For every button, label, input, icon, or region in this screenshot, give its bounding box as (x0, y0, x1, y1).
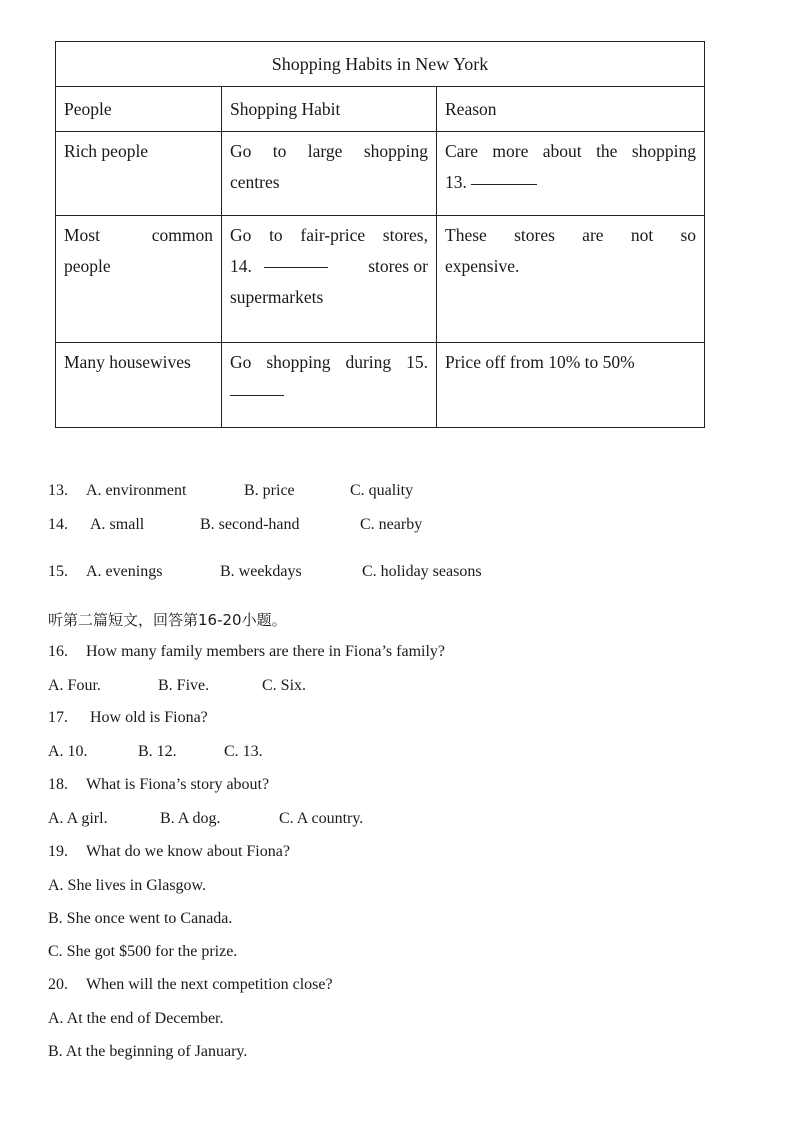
option-c[interactable]: C. holiday seasons (362, 563, 482, 580)
option-c[interactable]: C. quality (350, 482, 414, 499)
option-b[interactable]: B. A dog. (160, 810, 221, 827)
question-number: 14. (48, 516, 68, 533)
option-a[interactable]: A. small (90, 516, 145, 533)
option-a[interactable]: A. environment (86, 482, 187, 499)
question-number: 17. (48, 709, 68, 726)
question-number: 19. (48, 843, 68, 860)
section-instruction: 听第二篇短文，回答第16-20小题。 (48, 611, 287, 629)
cell-habit: Go to fair-price stores, 14. stores or supermarkets (222, 216, 437, 343)
cell-habit: Go shopping during 15. (222, 343, 437, 428)
option-c[interactable]: C. She got $500 for the prize. (48, 943, 238, 960)
cell-people: Rich people (56, 132, 222, 216)
option-c[interactable]: C. A country. (279, 810, 364, 827)
option-b[interactable]: B. 12. (138, 743, 177, 760)
header-reason: Reason (437, 87, 705, 132)
shopping-habits-table (55, 41, 705, 428)
option-b[interactable]: B. She once went to Canada. (48, 910, 233, 927)
option-c[interactable]: C. Six. (262, 677, 307, 694)
question-text: What is Fiona’s story about? (86, 776, 270, 793)
option-a[interactable]: A. 10. (48, 743, 88, 760)
question-number: 16. (48, 643, 68, 660)
table-row (56, 343, 705, 428)
question-18-options (48, 810, 363, 828)
option-a[interactable]: A. At the end of December. (48, 1010, 224, 1027)
option-c[interactable]: C. 13. (224, 743, 263, 760)
table-title: Shopping Habits in New York (56, 42, 705, 87)
question-15 (48, 563, 482, 581)
question-number: 13. (48, 482, 68, 499)
answer-blank-13[interactable] (471, 183, 537, 185)
question-text: How many family members are there in Fiona’s family? (86, 643, 446, 660)
question-16 (48, 643, 445, 661)
answer-blank-14[interactable] (264, 266, 328, 268)
cell-reason: Care more about the shopping 13. (437, 132, 705, 216)
question-text: When will the next competition close? (86, 976, 333, 993)
blank-13-number: 13. (445, 172, 467, 192)
question-16-options (48, 677, 306, 695)
option-b[interactable]: B. weekdays (220, 563, 302, 580)
option-a[interactable]: A. A girl. (48, 810, 108, 827)
question-number: 18. (48, 776, 68, 793)
cell-people: Many housewives (56, 343, 222, 428)
option-b[interactable]: B. At the beginning of January. (48, 1043, 248, 1060)
cell-reason: These stores are not so expensive. (437, 216, 705, 343)
question-17-options (48, 743, 263, 761)
question-20 (48, 976, 333, 994)
table-row (56, 216, 705, 343)
question-17 (48, 709, 208, 727)
question-14 (48, 516, 422, 534)
option-a[interactable]: A. Four. (48, 677, 101, 694)
cell-people: Most common people (56, 216, 222, 343)
option-b[interactable]: B. Five. (158, 677, 210, 694)
question-text: What do we know about Fiona? (86, 843, 290, 860)
cell-reason: Price off from 10% to 50% (437, 343, 705, 428)
cell-habit: Go to large shopping centres (222, 132, 437, 216)
question-number: 20. (48, 976, 68, 993)
header-shopping-habit: Shopping Habit (222, 87, 437, 132)
question-number: 15. (48, 563, 68, 580)
question-13 (48, 482, 413, 500)
answer-blank-15[interactable] (230, 394, 284, 396)
option-b[interactable]: B. price (244, 482, 295, 499)
option-a[interactable]: A. She lives in Glasgow. (48, 877, 207, 894)
option-c[interactable]: C. nearby (360, 516, 423, 533)
question-text: How old is Fiona? (90, 709, 208, 726)
table-row (56, 132, 705, 216)
blank-14-number: 14. (230, 256, 252, 276)
question-19 (48, 843, 290, 861)
option-a[interactable]: A. evenings (86, 563, 163, 580)
question-18 (48, 776, 269, 794)
option-b[interactable]: B. second-hand (200, 516, 300, 533)
header-people: People (56, 87, 222, 132)
